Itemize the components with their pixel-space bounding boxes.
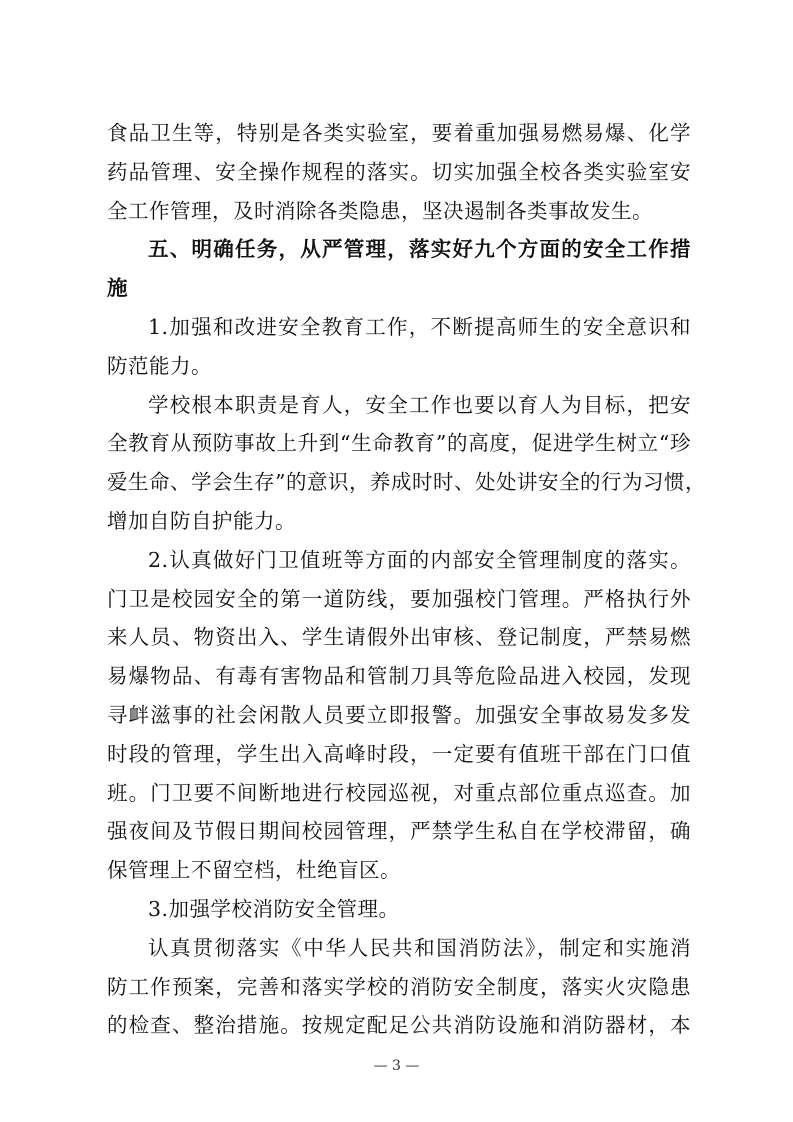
text-line: 时段的管理，学生出入高峰时段，一定要有值班干部在门口值 <box>107 741 691 766</box>
text-line: 班。门卫要不间断地进行校园巡视，对重点部位重点巡查。加 <box>107 780 691 805</box>
text-line: 寻衅滋事的社会闲散人员要立即报警。加强安全事故易发多发 <box>107 702 691 727</box>
text-line: 的检查、整治措施。按规定配足公共消防设施和消防器材，本 <box>107 1013 691 1038</box>
paragraph <box>107 386 706 541</box>
text-line: 药品管理、安全操作规程的落实。切实加强全校各类实验室安 <box>107 159 691 184</box>
text-line: 来人员、物资出入、学生请假外出审核、登记制度，严禁易燃 <box>107 625 691 650</box>
section-heading <box>107 230 691 308</box>
paragraph <box>107 890 691 929</box>
text-line: 增加自防自护能力。 <box>107 508 296 533</box>
text-line: 五、明确任务，从严管理，落实好九个方面的安全工作措 <box>148 237 691 262</box>
page-number: — 3 — <box>373 1058 420 1074</box>
text-line: 易爆物品、有毒有害物品和管制刀具等危险品进入校园，发现 <box>107 664 691 689</box>
text-line: 食品卫生等，特别是各类实验室，要着重加强易燃易爆、化学 <box>107 121 691 145</box>
text-line: 1.加强和改进安全教育工作，不断提高师生的安全意识和 <box>148 314 691 339</box>
text-line: 防工作预案，完善和落实学校的消防安全制度，落实火灾隐患 <box>107 974 691 999</box>
text-line: 爱生命、学会生存”的意识，养成时时、处处讲安全的行为习惯， <box>107 470 706 495</box>
text-line: 保管理上不留空档，杜绝盲区。 <box>107 858 401 883</box>
paragraph <box>107 114 691 230</box>
text-line: 强夜间及节假日期间校园管理，严禁学生私自在学校滞留，确 <box>107 819 691 844</box>
document-body <box>107 114 706 1045</box>
paragraph <box>107 929 691 1045</box>
text-line: 2.认真做好门卫值班等方面的内部安全管理制度的落实。 <box>148 547 691 572</box>
paragraph <box>107 541 691 890</box>
text-line: 全教育从预防事故上升到“生命教育”的高度，促进学生树立“珍 <box>107 431 691 456</box>
text-line: 施 <box>107 276 128 301</box>
text-line: 认真贯彻落实《中华人民共和国消防法》，制定和实施消 <box>148 935 691 960</box>
text-line: 全工作管理，及时消除各类隐患，坚决遏制各类事故发生。 <box>107 198 653 223</box>
text-line: 防范能力。 <box>107 353 212 378</box>
text-line: 门卫是校园安全的第一道防线，要加强校门管理。严格执行外 <box>107 586 691 611</box>
paragraph <box>107 308 691 386</box>
text-line: 3.加强学校消防安全管理。 <box>148 896 400 921</box>
text-line: 学校根本职责是育人，安全工作也要以育人为目标，把安 <box>148 392 691 417</box>
